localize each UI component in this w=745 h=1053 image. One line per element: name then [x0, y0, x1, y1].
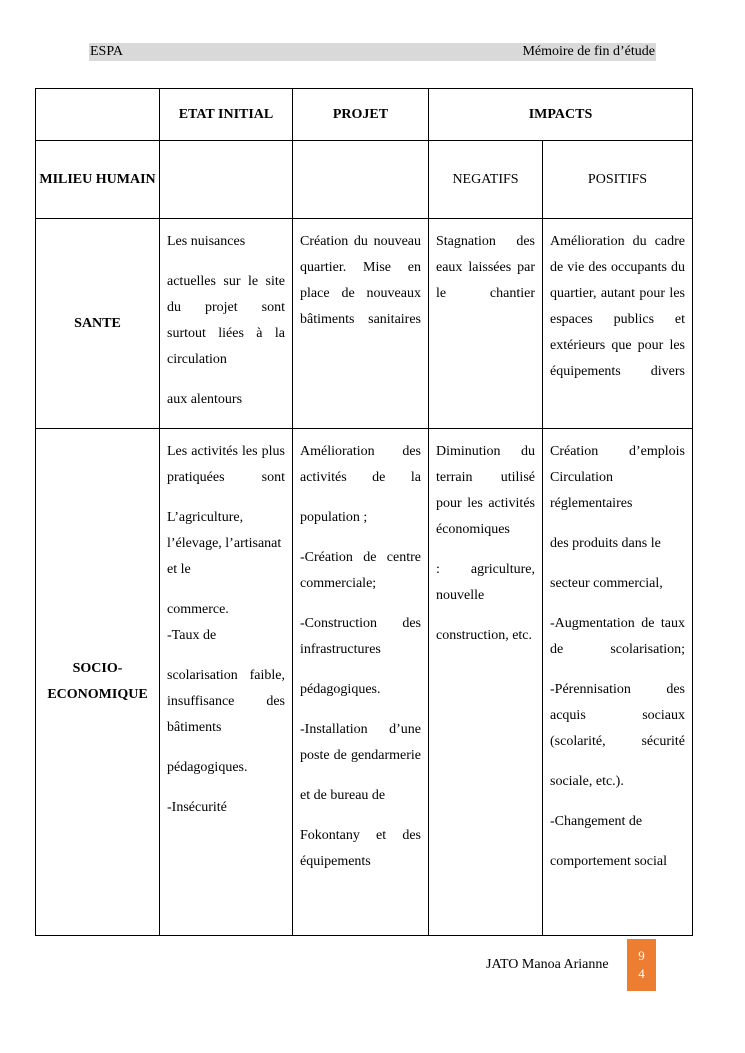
impacts-table: [35, 88, 693, 936]
text-line: Diminution du terrain utilisé pour les activités économiques: [436, 444, 535, 537]
col-header-projet: PROJET: [293, 89, 429, 141]
text-line: pédagogiques.: [167, 760, 248, 775]
row-label-sante: SANTE: [36, 219, 160, 429]
text-line: Création du nouveau quartier. Mise en place de nouveaux bâtiments sanitaires: [300, 234, 421, 327]
text-line: -Construction des infrastructures: [300, 616, 421, 657]
text-line: -Insécurité: [167, 800, 227, 815]
socio-negatifs: [429, 429, 543, 936]
sante-projet: [293, 219, 429, 429]
header-empty-cell: [36, 89, 160, 141]
row-label-socio-economique: SOCIO-ECONOMIQUE: [36, 429, 160, 936]
subheader-negatifs: NEGATIFS: [429, 141, 543, 219]
header-left: ESPA: [90, 44, 123, 59]
text-line: et de bureau de: [300, 788, 386, 803]
sante-positifs: [543, 219, 693, 429]
col-header-impacts: IMPACTS: [429, 89, 693, 141]
text-line: actuelles sur le site du projet sont surtout liées à la circulation: [167, 274, 285, 367]
footer-author: JATO Manoa Arianne: [486, 957, 609, 972]
text-line: commerce.: [167, 602, 229, 617]
text-line: comportement social: [550, 854, 668, 869]
table-row: [36, 219, 693, 429]
page-number-top: 9: [638, 948, 645, 963]
sante-etat-initial: [160, 219, 293, 429]
text-line: L’agriculture, l’élevage, l’artisanat et le: [167, 510, 282, 577]
text-line: pédagogiques.: [300, 682, 381, 697]
text-line: construction, etc.: [436, 628, 533, 643]
text-line: Les activités les plus pratiquées sont: [167, 444, 285, 485]
col-header-etat-initial: ETAT INITIAL: [160, 89, 293, 141]
text-line: des produits dans le: [550, 536, 661, 551]
text-line: -Installation d’une poste de gendarmerie: [300, 722, 421, 763]
text-line: Amélioration du cadre de vie des occupants du quartier, autant pour les espaces publics et extérieurs que pour les équipements divers: [550, 234, 685, 379]
text-line: : agriculture, nouvelle: [436, 562, 535, 603]
page-header: [89, 43, 656, 61]
table-header-row: [36, 89, 693, 141]
subheader-empty-etat: [160, 141, 293, 219]
text-line: Les nuisances: [167, 234, 246, 249]
text-line: Amélioration des activités de la: [300, 444, 421, 485]
text-line: aux alentours: [167, 392, 243, 407]
header-right: Mémoire de fin d’étude: [522, 44, 655, 59]
text-line: -Augmentation de taux de scolarisation;: [550, 616, 685, 657]
text-line: scolarisation faible, insuffisance des bâtiments: [167, 668, 285, 735]
text-line: -Pérennisation des acquis sociaux (scolarité, sécurité: [550, 682, 685, 749]
table-subheader-row: [36, 141, 693, 219]
text-line: -Taux de: [167, 628, 217, 643]
table-row: [36, 429, 693, 936]
text-line: -Création de centre commerciale;: [300, 550, 421, 591]
page-number-badge: [627, 939, 656, 991]
text-line: Stagnation des eaux laissées par le chantier: [436, 234, 535, 301]
socio-projet: [293, 429, 429, 936]
text-line: secteur commercial,: [550, 576, 663, 591]
socio-etat-initial: [160, 429, 293, 936]
subheader-positifs: POSITIFS: [543, 141, 693, 219]
text-line: -Changement de: [550, 814, 643, 829]
text-line: Création d’emplois Circulation réglementaires: [550, 444, 685, 511]
text-line: Fokontany et des équipements: [300, 828, 421, 869]
subheader-empty-projet: [293, 141, 429, 219]
text-line: population ;: [300, 510, 368, 525]
socio-positifs: [543, 429, 693, 936]
sante-negatifs: [429, 219, 543, 429]
page-number-bottom: 4: [638, 966, 645, 981]
text-line: sociale, etc.).: [550, 774, 624, 789]
milieu-humain-label: MILIEU HUMAIN: [36, 141, 160, 219]
